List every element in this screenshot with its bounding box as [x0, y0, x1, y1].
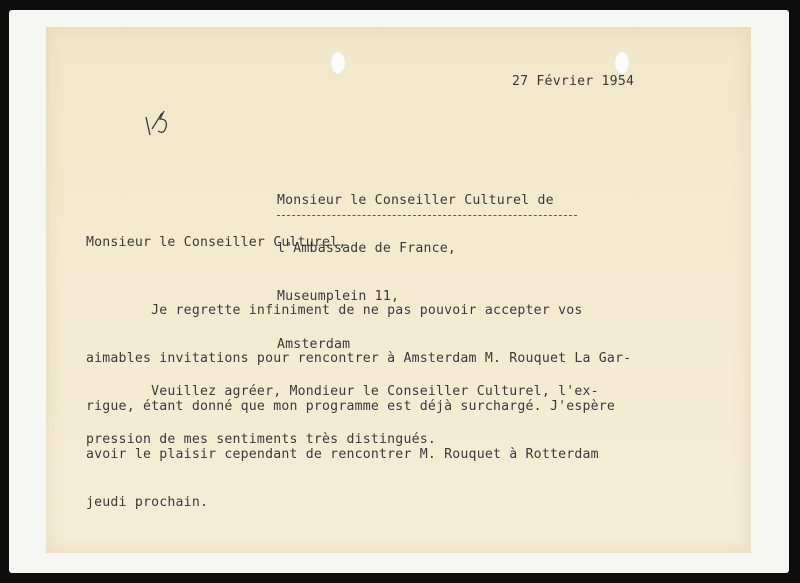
text-line: rigue, étant donné que mon programme est déjà surchargé. J'espère	[86, 399, 616, 414]
address-line: Monsieur le Conseiller Culturel de	[277, 193, 554, 208]
letter-page	[46, 27, 751, 553]
address-line: l'Ambassade de France,	[277, 241, 457, 256]
punch-hole-right	[614, 51, 630, 75]
letter-date: 27 Février 1954	[512, 74, 635, 89]
address-line: Museumplein 11,	[277, 289, 400, 304]
text-line: jeudi prochain.	[86, 495, 209, 510]
punch-hole-left	[330, 51, 346, 75]
address-underline	[277, 215, 577, 216]
text-line: pression de mes sentiments très distingués.	[86, 432, 437, 447]
handwritten-mark	[142, 105, 172, 145]
address-city: Amsterdam	[277, 337, 351, 352]
text-line: aimables invitations pour rencontrer à Amsterdam M. Rouquet La Gar-	[86, 351, 632, 366]
text-line: Je regrette infiniment de ne pas pouvoir accepter vos	[86, 303, 583, 318]
body-paragraph-2	[86, 352, 599, 480]
text-line: avoir le plaisir cependant de rencontrer M. Rouquet à Rotterdam	[86, 447, 599, 462]
text-line: Veuillez agréer, Mondieur le Conseiller Culturel, l'ex-	[86, 384, 599, 399]
salutation: Monsieur le Conseiller Culturel,	[86, 235, 347, 250]
